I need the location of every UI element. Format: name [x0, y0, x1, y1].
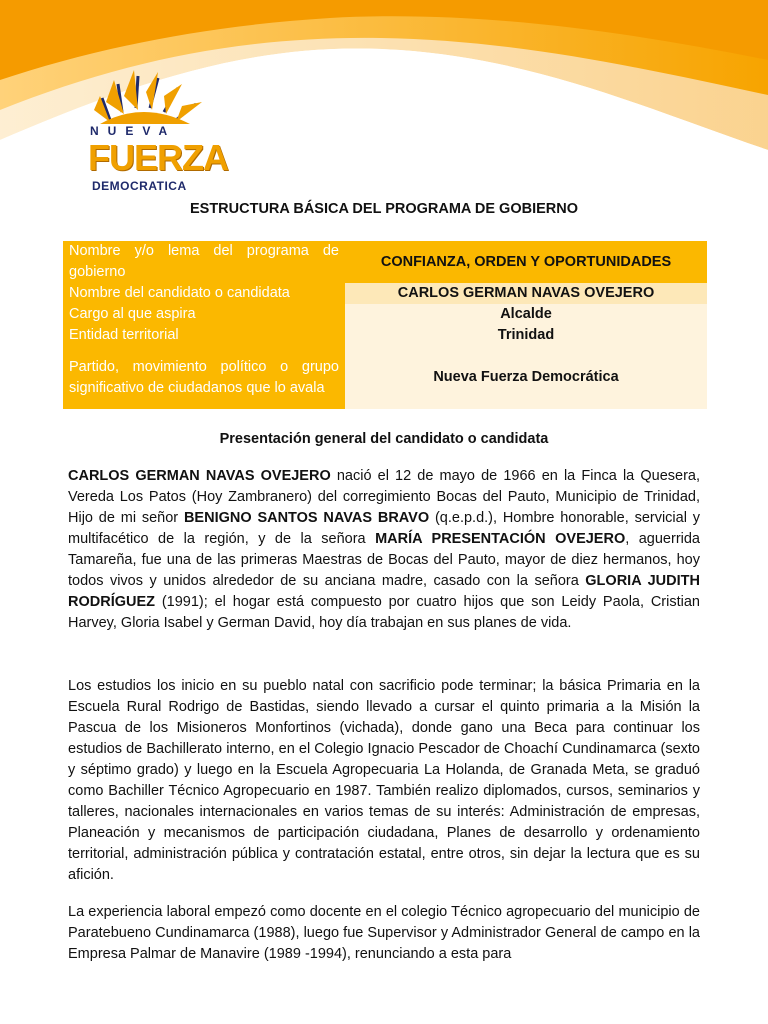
- section-title: Presentación general del candidato o candidata: [219, 431, 549, 447]
- paragraph-text: nació el 12 de mayo de 1966 en la Finca la Quesera, Vereda Los Patos (Hoy Zambranero) del corregimiento Bocas del Pauto, Municipio de Trinidad, Hijo de mi señor: [68, 468, 700, 526]
- spouse-name: GLORIA JUDITH RODRÍGUEZ: [68, 573, 700, 610]
- paragraph-text: , aguerrida Tamareña, fue una de las primeras Maestras de Bocas del Pauto, mayor de diez hermanos, hoy todos vivos y unidos alrededor de su anciana madre, casado con la señora: [68, 531, 700, 589]
- education-paragraph: Los estudios los inicio en su pueblo natal con sacrificio pode terminar; la básica Primaria en la Escuela Rural Rodrigo de Bastidas, siendo llevado a cursar el quinto primaria a la Misión la Pascua de los Misioneros Monfortinos (vichada), donde gano una Beca para continuar los estudios de Bachillerato interno, en el Colegio Ignacio Pescador de Choachí Cundinamarca (sexto y séptimo grado) y luego en la Escuela Agropecuaria La Holanda, de Granada Meta, se graduó como Bachiller Técnico Agropecuario en 1987. También realizo diplomados, cursos, seminarios y talleres, nacionales internacionales en varios temas de su interés: Administración de empresas, Planeación y mecanismos de participación ciudadana, Planes de desarrollo y ordenamiento territorial, administración pública y contratación estatal, entre otros, sin dejar la lectura que es su afición.: [68, 678, 700, 883]
- mother-name: MARÍA PRESENTACIÓN OVEJERO: [375, 531, 626, 547]
- table-row: [63, 325, 707, 346]
- logo-main-word: FUERZA: [88, 137, 228, 178]
- father-name: BENIGNO SANTOS NAVAS BRAVO: [183, 510, 430, 526]
- row-value: Nueva Fuerza Democrática: [345, 346, 707, 409]
- table-row: [63, 304, 707, 325]
- row-label: Nombre del candidato o candidata: [63, 283, 345, 304]
- program-info-table: [63, 241, 707, 409]
- row-value: Alcalde: [345, 304, 707, 325]
- document-title: ESTRUCTURA BÁSICA DEL PROGRAMA DE GOBIERNO: [189, 201, 579, 217]
- row-value: CONFIANZA, ORDEN Y OPORTUNIDADES: [345, 241, 707, 283]
- row-value: CARLOS GERMAN NAVAS OVEJERO: [345, 283, 707, 304]
- row-label: Partido, movimiento político o grupo significativo de ciudadanos que lo avala: [63, 346, 345, 409]
- experience-paragraph: La experiencia laboral empezó como docente en el colegio Técnico agropecuario del municipio de Paratebueno Cundinamarca (1988), luego fue Supervisor y Administrador General de campo en la Empresa Palmar de Manavire (1989 -1994), renunciando a esta para: [68, 904, 700, 962]
- biography-paragraph: [68, 466, 700, 634]
- logo-bottom-word: DEMOCRATICA: [92, 179, 187, 193]
- table-row: [63, 241, 707, 283]
- row-value: Trinidad: [345, 325, 707, 346]
- table-row: [63, 346, 707, 409]
- row-label: Entidad territorial: [63, 325, 345, 346]
- candidate-name: CARLOS GERMAN NAVAS OVEJERO: [68, 468, 331, 484]
- row-label: Nombre y/o lema del programa de gobierno: [63, 241, 345, 283]
- table-row: [63, 283, 707, 304]
- row-label: Cargo al que aspira: [63, 304, 345, 325]
- paragraph-text: (1991); el hogar está compuesto por cuatro hijos que son Leidy Paola, Cristian Harvey, Gloria Isabel y German David, hoy día trabajan en sus planes de vida.: [68, 594, 700, 631]
- paragraph-text: (q.e.p.d.), Hombre honorable, servicial y multifacético de la región, y de la señora: [68, 510, 701, 547]
- logo-top-word: NUEVA: [90, 124, 177, 138]
